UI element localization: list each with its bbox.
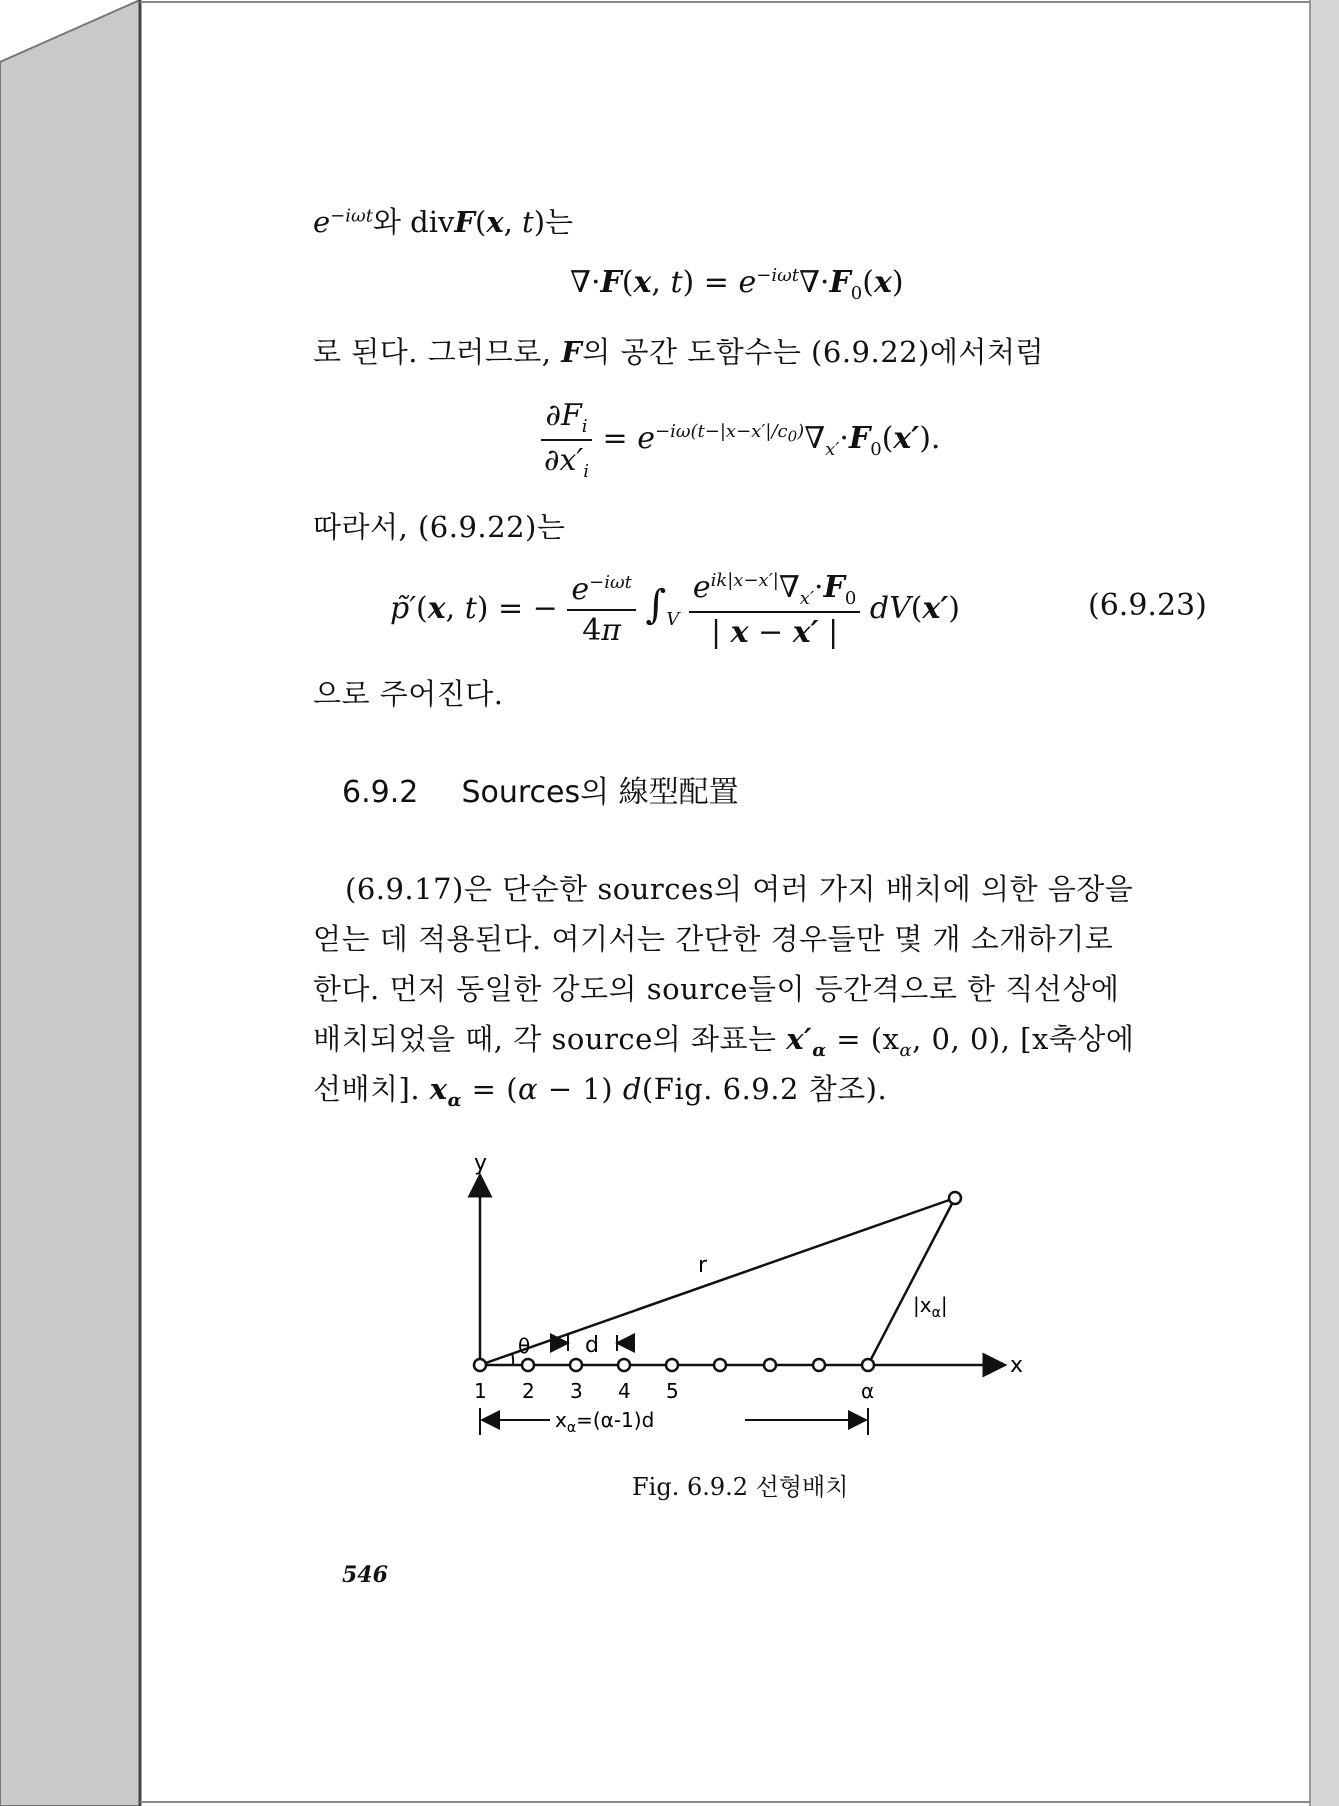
text-line-2: 로 된다. 그러므로, F의 공간 도함수는 (6.9.22)에서처럼 (313, 335, 1044, 369)
source-2 (522, 1359, 534, 1371)
tick-label-4: 4 (618, 1379, 631, 1403)
source-8 (813, 1359, 825, 1371)
text-line-3: 따라서, (6.9.22)는 (313, 510, 566, 544)
d-label: d (585, 1333, 599, 1358)
paragraph-line-1: (6.9.17)은 단순한 sources의 여러 가지 배치에 의한 음장을 (345, 872, 1134, 906)
theta-arc (512, 1353, 513, 1365)
tick-label-1: 1 (474, 1379, 487, 1403)
text-line-4: 으로 주어진다. (313, 677, 504, 711)
equation-spatial-derivative: $\frac{\partial F_i}{\partial x'_i}$ = $e^{-i\omega(t-|x-x'|/c_0)}\nabla_{x'}\cdot F_0(x')$. (540, 398, 940, 482)
theta-label: θ (518, 1334, 531, 1358)
figure-caption: Fig. 6.9.2 선형배치 (632, 1473, 849, 1501)
source-3 (570, 1359, 582, 1371)
source-1 (474, 1359, 486, 1371)
tick-label-alpha: α (861, 1379, 875, 1403)
linear-array-diagram (440, 1140, 1040, 1460)
source-4 (618, 1359, 630, 1371)
paragraph-line-5: 선배치]. $x_\alpha = (\alpha - 1)$ d(Fig. 6.9.2 참조). (313, 1072, 888, 1111)
equation-pressure: p̃′(x, t) = − $\frac{e^{-i\omega t}}{4\pi}$ $\int_V$ $\frac{e^{ik|x-x'|}\nabla_{x'}\cdot F_0}{| x - x' |}$ dV(x′) (390, 570, 961, 650)
source-6 (714, 1359, 726, 1371)
r-line (480, 1198, 955, 1365)
observation-point (949, 1192, 961, 1204)
page-number: 546 (342, 1562, 388, 1588)
r-label: r (698, 1253, 708, 1278)
source-5 (666, 1359, 678, 1371)
section-title: Sources의 線型配置 (461, 775, 739, 810)
source-alpha (862, 1359, 874, 1371)
text-line-1: $e^{-i\omega t}$와 divF(x, t)는 (313, 205, 574, 239)
source-7 (764, 1359, 776, 1371)
xalpha-label: $|x_\alpha|$ (913, 1293, 948, 1321)
section-number: 6.9.2 (342, 775, 419, 810)
dimension-label: $x_\alpha=(\alpha-1)d$ (555, 1408, 655, 1436)
paragraph-line-4: 배치되었을 때, 각 source의 좌표는 $x'_\alpha = (x_\alpha$, 0, 0), [x축상에 (313, 1022, 1135, 1061)
x-axis-label: x (1010, 1353, 1024, 1378)
equation-number: (6.9.23) (1088, 588, 1207, 623)
tick-label-5: 5 (666, 1379, 679, 1403)
paragraph-line-2: 얻는 데 적용된다. 여기서는 간단한 경우들만 몇 개 소개하기로 (313, 922, 1114, 956)
tick-label-2: 2 (522, 1379, 535, 1403)
section-heading (342, 767, 739, 811)
equation-divergence: ∇·F(x, $t) = e^{-i\omega t}\nabla\cdot F_0(x)$ (570, 265, 904, 304)
paragraph-line-3: 한다. 먼저 동일한 강도의 source들이 등간격으로 한 직선상에 (313, 972, 1120, 1006)
y-axis-label: y (474, 1151, 488, 1176)
tick-label-3: 3 (570, 1379, 583, 1403)
